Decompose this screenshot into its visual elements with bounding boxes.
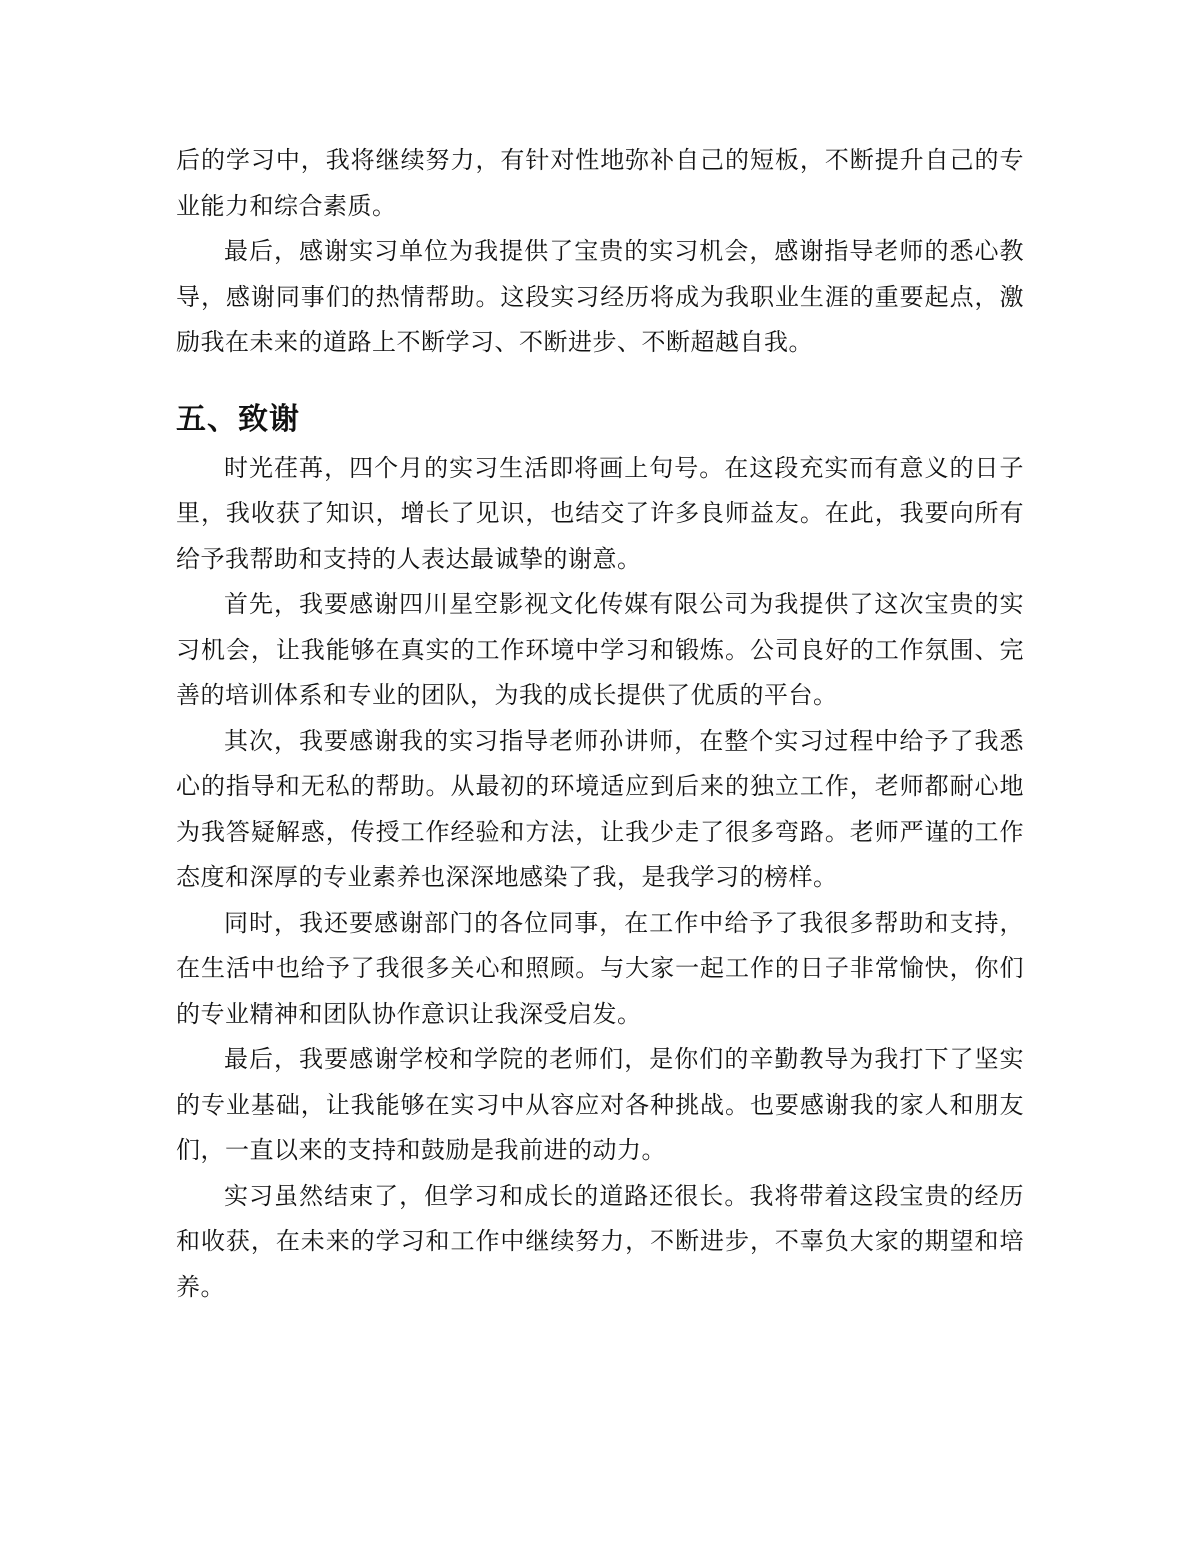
paragraph-colleague-thanks: 同时，我还要感谢部门的各位同事，在工作中给予了我很多帮助和支持，在生活中也给予了我很多关心和照顾。与大家一起工作的日子非常愉快，你们的专业精神和团队协作意识让我深受启发。: [176, 908, 1024, 1028]
paragraph-company-thanks: 首先，我要感谢四川星空影视文化传媒有限公司为我提供了这次宝贵的实习机会，让我能够在真实的工作环境中学习和锻炼。公司良好的工作氛围、完善的培训体系和专业的团队，为我的成长提供了优质的平台。: [176, 590, 1024, 709]
document-page: [176, 138, 1024, 1310]
section-heading: 五、致谢: [176, 401, 300, 437]
paragraph-continued: 后的学习中，我将继续努力，有针对性地弥补自己的短板，不断提升自己的专业能力和综合素质。: [176, 146, 1024, 220]
paragraph-school-thanks: 最后，我要感谢学校和学院的老师们，是你们的辛勤教导为我打下了坚实的专业基础，让我能够在实习中从容应对各种挑战。也要感谢我的家人和朋友们，一直以来的支持和鼓励是我前进的动力。: [176, 1045, 1024, 1164]
paragraph-intro: 时光荏苒，四个月的实习生活即将画上句号。在这段充实而有意义的日子里，我收获了知识，增长了见识，也结交了许多良师益友。在此，我要向所有给予我帮助和支持的人表达最诚挚的谢意。: [176, 453, 1024, 573]
paragraph-closing-thanks: 最后，感谢实习单位为我提供了宝贵的实习机会，感谢指导老师的悉心教导，感谢同事们的热情帮助。这段实习经历将成为我职业生涯的重要起点，激励我在未来的道路上不断学习、不断进步、不断超越自我。: [176, 237, 1024, 356]
paragraph-mentor-thanks: 其次，我要感谢我的实习指导老师孙讲师，在整个实习过程中给予了我悉心的指导和无私的帮助。从最初的环境适应到后来的独立工作，老师都耐心地为我答疑解惑，传授工作经验和方法，让我少走了很多弯路。老师严谨的工作态度和深厚的专业素养也深深地感染了我，是我学习的榜样。: [176, 726, 1024, 891]
paragraph-conclusion: 实习虽然结束了，但学习和成长的道路还很长。我将带着这段宝贵的经历和收获，在未来的学习和工作中继续努力，不断进步，不辜负大家的期望和培养。: [176, 1181, 1024, 1301]
